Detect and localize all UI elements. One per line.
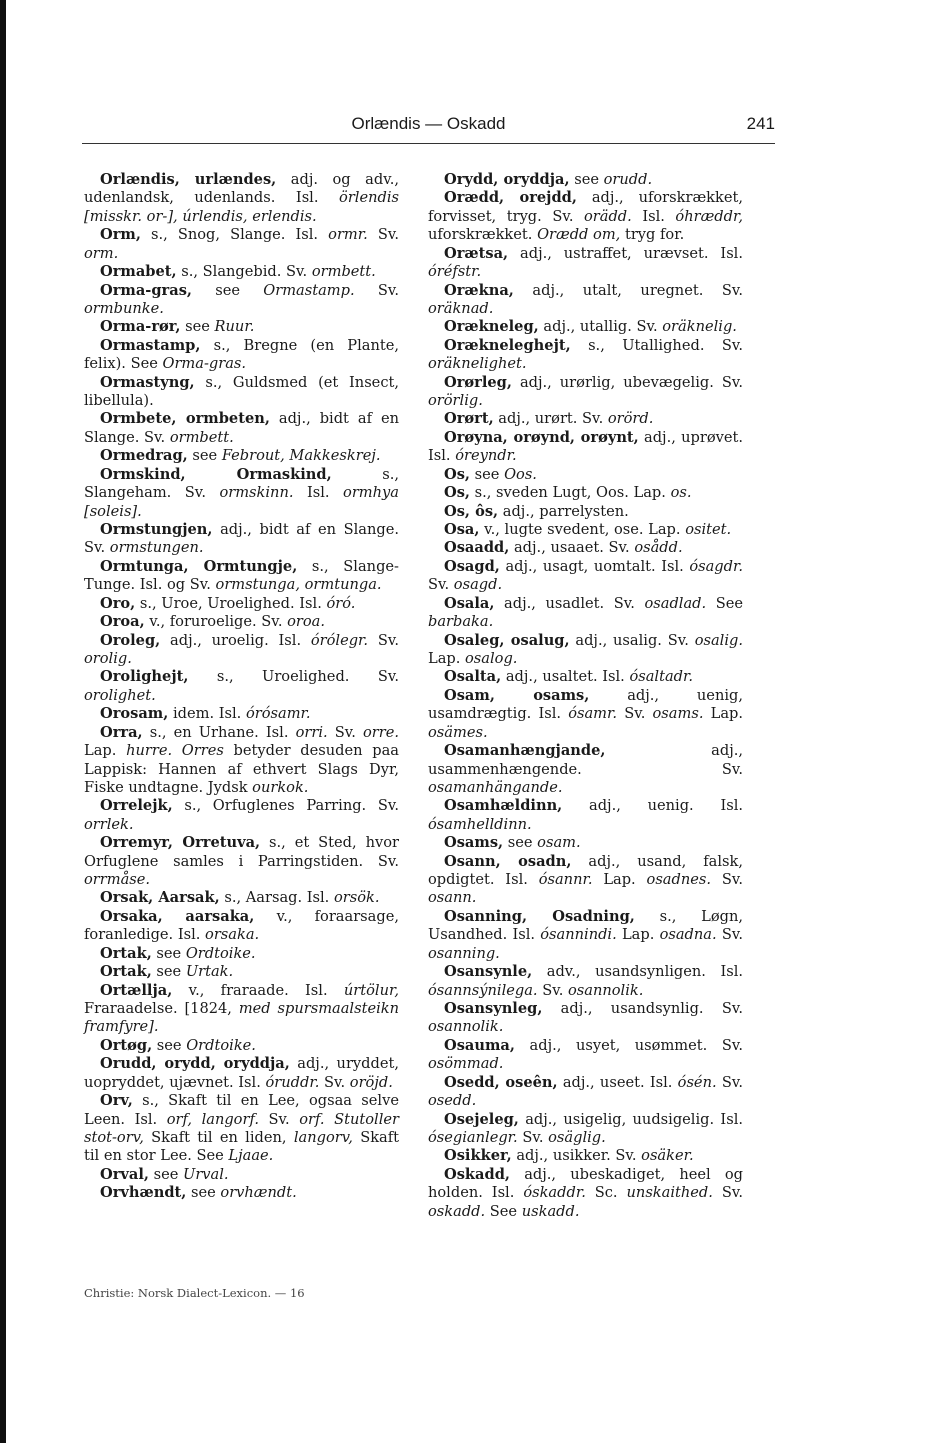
left-column: [84, 171, 399, 1203]
dictionary-entry: Ormastamp, s., Bregne (en Plante, felix). See Orma-gras.: [84, 336, 399, 373]
dictionary-entry: Orrelejk, s., Orfuglenes Parring. Sv. orrlek.: [84, 797, 399, 833]
dictionary-entry: Osikker, adj., usikker. Sv. osäker.: [444, 1147, 694, 1165]
dictionary-entry: Ortak, see Ordtoike.: [100, 944, 256, 962]
dictionary-entry: Orsak, Aarsak, s., Aarsag. Isl. orsök.: [100, 889, 380, 907]
dictionary-entry: Ormbete, ormbeten, adj., bidt af en Slange. Sv. ormbett.: [84, 410, 399, 446]
dictionary-entry: Orætsa, adj., ustraffet, urævset. Isl. óréfstr.: [428, 244, 743, 281]
dictionary-entry: Osams, see osam.: [444, 834, 581, 852]
dictionary-entry: Orvhændt, see orvhændt.: [100, 1184, 297, 1202]
dictionary-entry: Ormastyng, s., Guldsmed (et Insect, libellula).: [84, 373, 399, 410]
dictionary-entry: Osauma, adj., usyet, usømmet. Sv. osömmad.: [428, 1036, 743, 1073]
dictionary-entry: Orra, s., en Urhane. Isl. orri. Sv. orre. Lap. hurre. Orres betyder desuden paa Lappisk: Hannen af ethvert Slags Dyr, Fiske undtagne. Jydsk ourkok.: [84, 723, 399, 796]
dictionary-entry: Osam, osams, adj., uenig, usamdrægtig. Isl. ósamr. Sv. osams. Lap. osämes.: [428, 686, 744, 741]
dictionary-entry: Osamhældinn, adj., uenig. Isl. ósamhelldinn.: [428, 797, 743, 833]
dictionary-entry: Os, ôs, adj., parrelysten.: [444, 502, 629, 520]
dictionary-entry: Orma-rør, see Ruur.: [100, 318, 255, 336]
dictionary-entry: Osa, v., lugte svedent, ose. Lap. ositet.: [444, 521, 732, 539]
header-rule: [82, 143, 775, 144]
dictionary-entry: Osaadd, adj., usaaet. Sv. osådd.: [444, 539, 683, 557]
dictionary-entry: Orm, s., Snog, Slange. Isl. ormr. Sv. orm.: [84, 226, 399, 262]
dictionary-entry: Orsaka, aarsaka, v., foraarsage, foranledige. Isl. orsaka.: [84, 907, 399, 944]
dictionary-entry: Osansynleg, adj., usandsynlig. Sv. osannolik.: [428, 999, 743, 1036]
dictionary-entry: Osansynle, adv., usandsynligen. Isl. ósannsýnilega. Sv. osannolik.: [428, 963, 743, 999]
dictionary-entry: Ormabet, s., Slangebid. Sv. ormbett.: [100, 263, 376, 281]
dictionary-entry: Orlændis, urlændes, adj. og adv., udenlandsk, udenlands. Isl. örlendis [misskr. or-], úrlendis, erlendis.: [84, 171, 399, 225]
scan-edge: [0, 0, 6, 1443]
dictionary-entry: Orydd, oryddja, see orudd.: [444, 171, 653, 188]
dictionary-entry: Osaleg, osalug, adj., usalig. Sv. osalig. Lap. osalog.: [428, 631, 743, 667]
dictionary-entry: Orosam, idem. Isl. órósamr.: [100, 705, 311, 723]
header-title: Orlændis — Oskadd: [351, 114, 506, 133]
dictionary-entry: Ortak, see Urtak.: [100, 963, 234, 981]
dictionary-entry: Ormedrag, see Febrout, Makkeskrej.: [100, 447, 381, 465]
dictionary-entry: Orolighejt, s., Uroelighed. Sv. orolighet.: [84, 668, 399, 704]
dictionary-entry: Orøyna, orøynd, orøynt, adj., uprøvet. Isl. óreyndr.: [428, 428, 744, 465]
dictionary-entry: Orørleg, adj., urørlig, ubevægelig. Sv. orörlig.: [428, 373, 743, 410]
dictionary-entry: Ormtunga, Ormtungje, s., Slange-Tunge. Isl. og Sv. ormstunga, ormtunga.: [84, 557, 399, 594]
dictionary-entry: Osala, adj., usadlet. Sv. osadlad. See barbaka.: [428, 594, 743, 631]
dictionary-entry: Oro, s., Uroe, Uroelighed. Isl. óró.: [100, 594, 356, 612]
dictionary-entry: Osanning, Osadning, s., Løgn, Usandhed. Isl. ósannindi. Lap. osadna. Sv. osanning.: [428, 907, 743, 962]
dictionary-entry: Orv, s., Skaft til en Lee, ogsaa selve Leen. Isl. orf, langorf. Sv. orf. Stutoller stot-orv, Skaft til en liden, langorv, Skaft til en stor Lee. See Ljaae.: [84, 1092, 399, 1165]
dictionary-entry: Orækna, adj., utalt, uregnet. Sv. oräknad.: [428, 281, 743, 317]
dictionary-entry: Orudd, orydd, oryddja, adj., uryddet, uopryddet, ujævnet. Isl. óruddr. Sv. oröjd.: [84, 1055, 399, 1091]
dictionary-entry: Orædd, orejdd, adj., uforskrækket, forvisset, tryg. Sv. orädd. Isl. óhræddr, uforskrækket. Orædd om, tryg for.: [428, 189, 743, 244]
dictionary-entry: Orremyr, Orretuva, s., et Sted, hvor Orfuglene samles i Parringstiden. Sv. orrmåse.: [84, 834, 399, 889]
dictionary-entry: Osagd, adj., usagt, uomtalt. Isl. ósagdr. Sv. osagd.: [428, 557, 743, 594]
dictionary-entry: Oroleg, adj., uroelig. Isl. órólegr. Sv. orolig.: [84, 631, 399, 667]
dictionary-entry: Ortællja, v., fraraade. Isl. úrtölur, Fraraadelse. [1824, med spursmaalsteikn framfyre].: [84, 981, 400, 1036]
dictionary-entry: Osedd, oseên, adj., useet. Isl. ósén. Sv. osedd.: [428, 1073, 743, 1110]
dictionary-entry: Osamanhængjande, adj., usammenhængende. Sv. osamanhängande.: [428, 742, 743, 796]
dictionary-entry: Oskadd, adj., ubeskadiget, heel og holden. Isl. óskaddr. Sc. unskaithed. Sv. oskadd. See uskadd.: [428, 1165, 743, 1220]
signature-mark: Christie: Norsk Dialect-Lexicon. — 16: [84, 1286, 305, 1300]
dictionary-entry: Orma-gras, see Ormastamp. Sv. ormbunke.: [84, 281, 399, 317]
right-column: [428, 171, 743, 1221]
dictionary-entry: Orækneleg, adj., utallig. Sv. oräknelig.: [444, 318, 737, 336]
dictionary-entry: Orækneleghejt, s., Utallighed. Sv. oräknelighet.: [428, 336, 743, 373]
dictionary-entry: Osejeleg, adj., usigelig, uudsigelig. Isl. ósegianlegr. Sv. osäglig.: [428, 1110, 743, 1146]
dictionary-entry: Os, s., sveden Lugt, Oos. Lap. os.: [444, 484, 692, 502]
running-header: [82, 114, 775, 138]
dictionary-entry: Osann, osadn, adj., usand, falsk, opdigtet. Isl. ósannr. Lap. osadnes. Sv. osann.: [428, 852, 743, 907]
dictionary-entry: Orval, see Urval.: [100, 1165, 229, 1183]
dictionary-entry: Orørt, adj., urørt. Sv. orörd.: [444, 410, 654, 428]
dictionary-entry: Ortøg, see Ordtoike.: [100, 1036, 256, 1054]
dictionary-entry: Osalta, adj., usaltet. Isl. ósaltadr.: [444, 668, 694, 686]
dictionary-entry: Oroa, v., foruroelige. Sv. oroa.: [100, 613, 325, 631]
dictionary-entry: Ormstungjen, adj., bidt af en Slange. Sv. ormstungen.: [84, 521, 399, 557]
dictionary-entry: Ormskind, Ormaskind, s., Slangeham. Sv. ormskinn. Isl. ormhya [soleis].: [84, 465, 399, 520]
dictionary-entry: Os, see Oos.: [444, 465, 537, 483]
page-number: 241: [746, 114, 775, 133]
